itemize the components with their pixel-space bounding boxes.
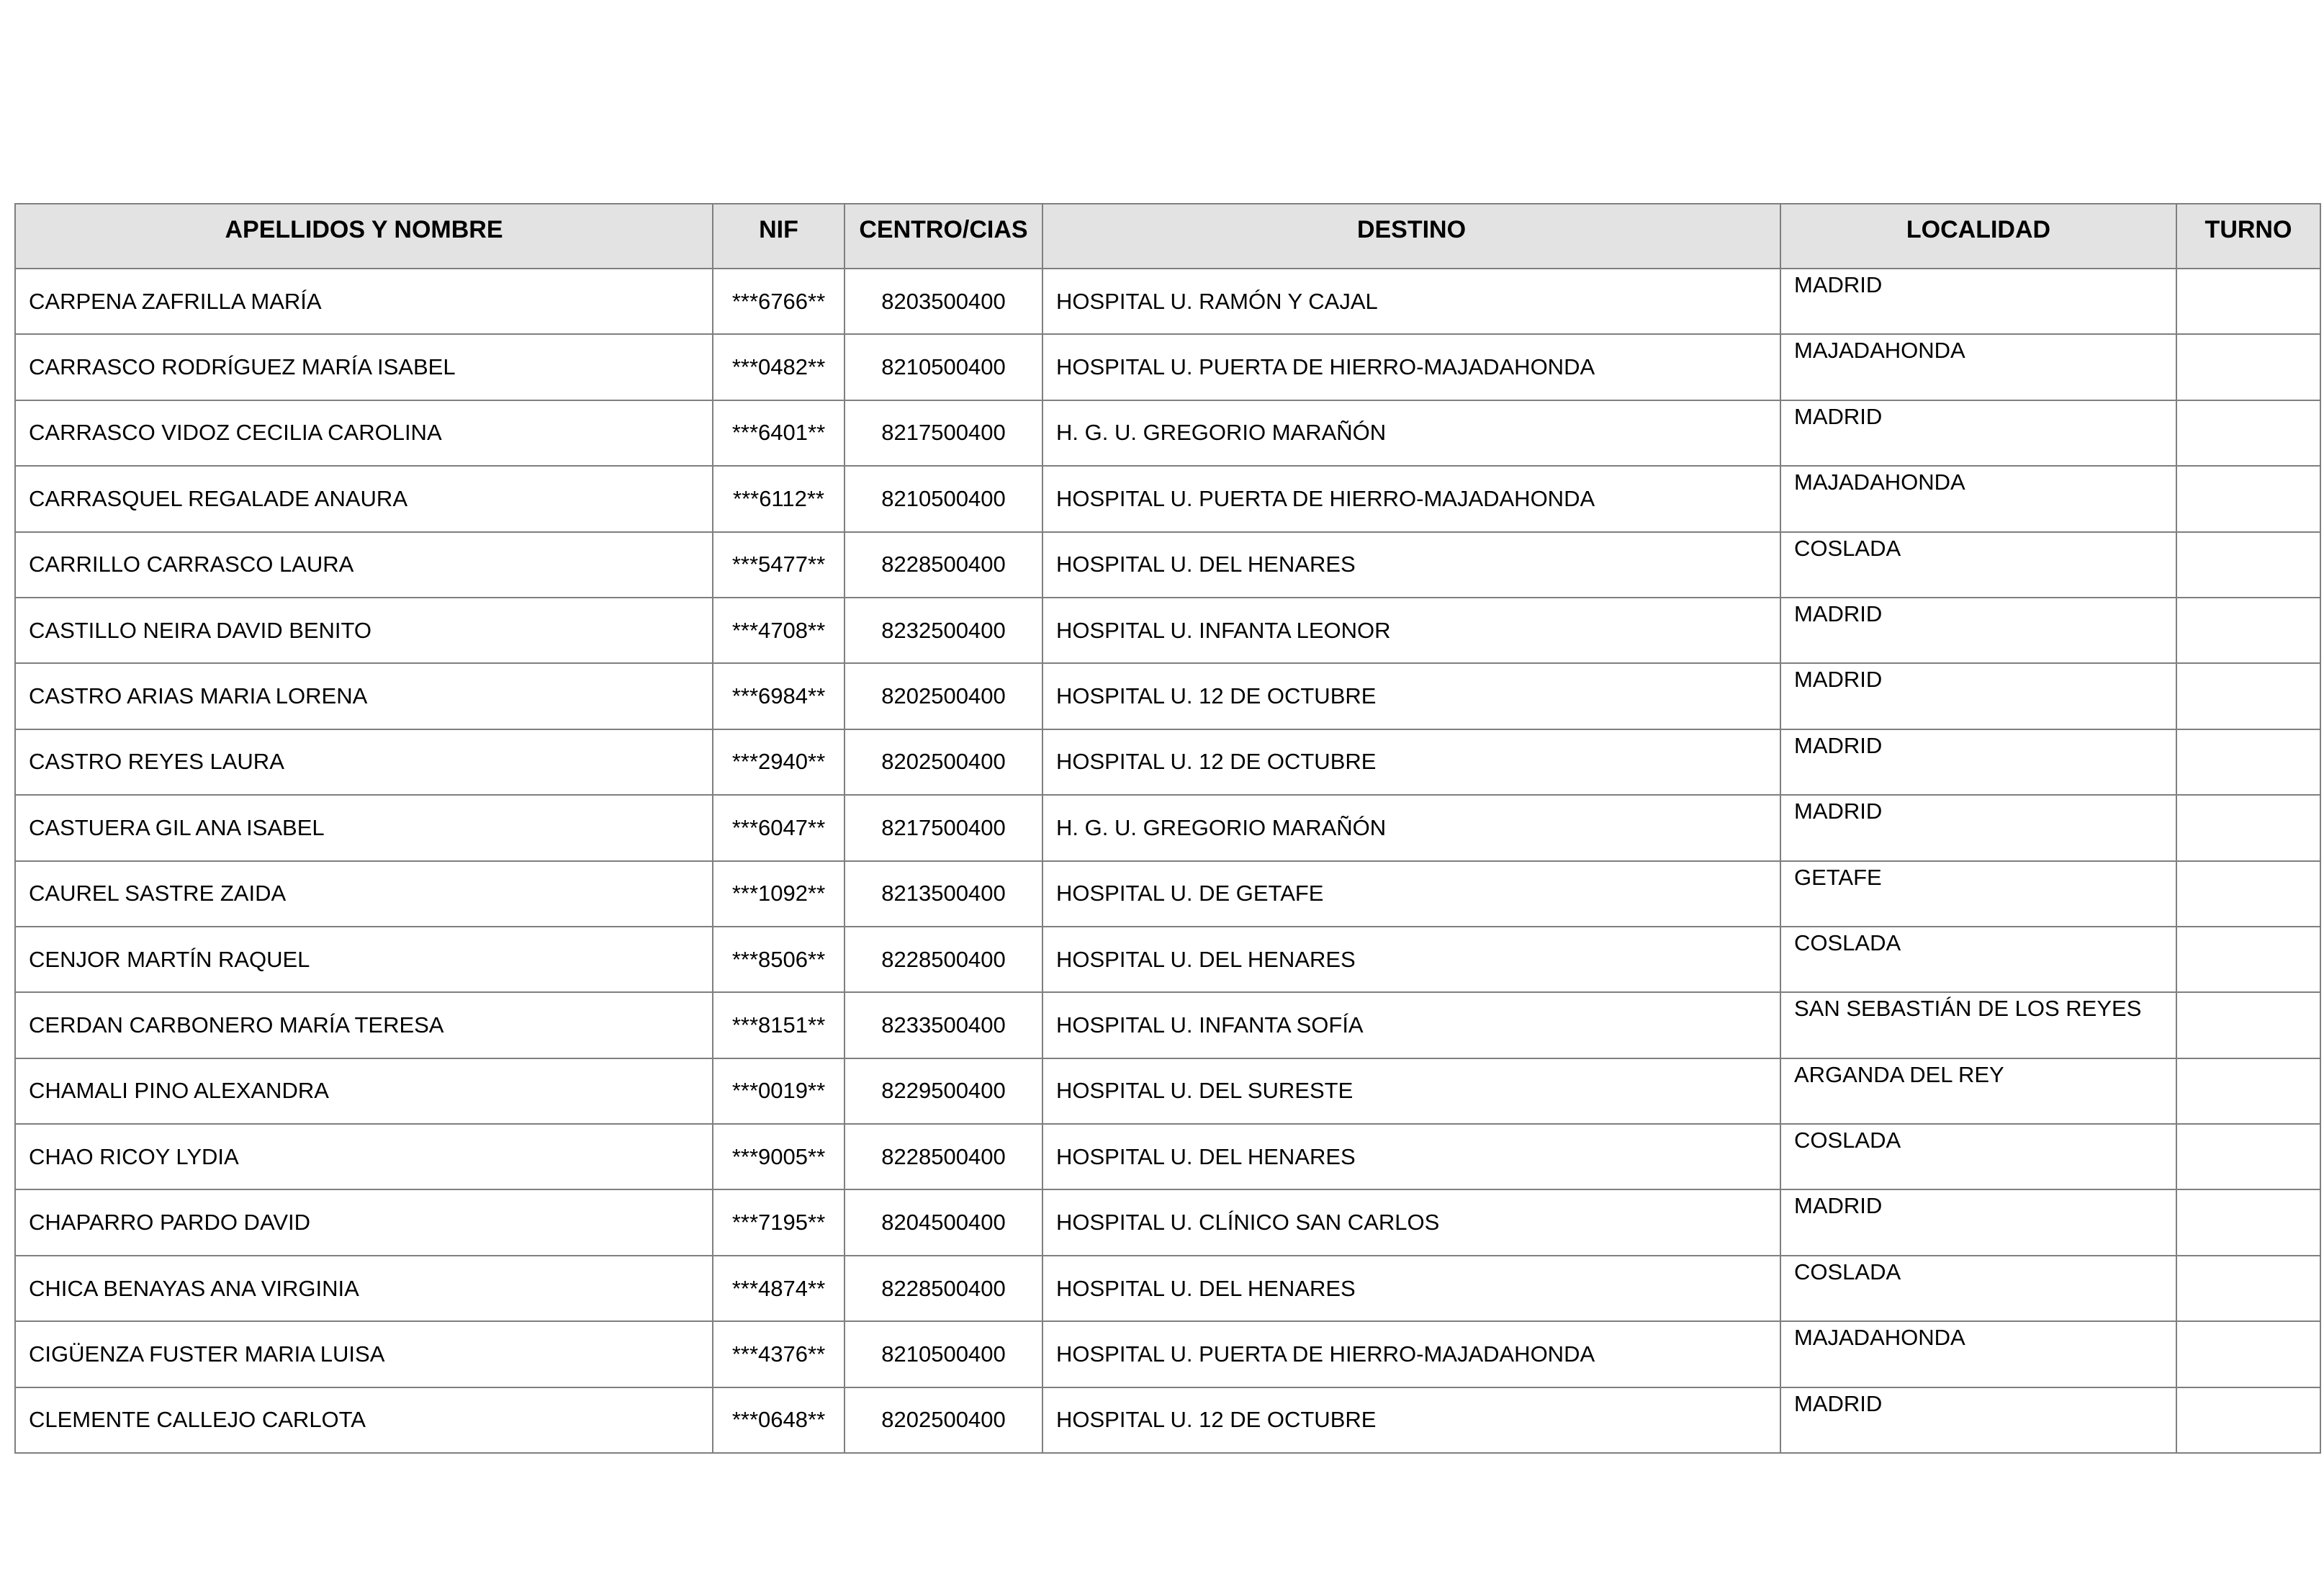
cell-localidad: MADRID bbox=[1780, 269, 2176, 334]
cell-nif: ***5477** bbox=[713, 532, 845, 598]
cell-centro-cias: 8228500400 bbox=[845, 927, 1042, 992]
cell-nombre: CASTILLO NEIRA DAVID BENITO bbox=[15, 598, 713, 663]
cell-nombre: CHICA BENAYAS ANA VIRGINIA bbox=[15, 1256, 713, 1321]
cell-destino: HOSPITAL U. PUERTA DE HIERRO-MAJADAHONDA bbox=[1042, 1321, 1780, 1387]
personnel-table bbox=[14, 203, 2321, 1454]
cell-turno bbox=[2176, 927, 2320, 992]
cell-destino: HOSPITAL U. PUERTA DE HIERRO-MAJADAHONDA bbox=[1042, 466, 1780, 531]
cell-centro-cias: 8233500400 bbox=[845, 992, 1042, 1058]
cell-destino: HOSPITAL U. DEL HENARES bbox=[1042, 1256, 1780, 1321]
cell-nombre: CARRASQUEL REGALADE ANAURA bbox=[15, 466, 713, 531]
cell-nif: ***6984** bbox=[713, 663, 845, 729]
table-row bbox=[15, 598, 2320, 663]
cell-localidad: COSLADA bbox=[1780, 1256, 2176, 1321]
cell-destino: HOSPITAL U. CLÍNICO SAN CARLOS bbox=[1042, 1189, 1780, 1255]
cell-centro-cias: 8202500400 bbox=[845, 729, 1042, 795]
table-header bbox=[15, 204, 2320, 269]
cell-turno bbox=[2176, 1124, 2320, 1189]
cell-localidad: MAJADAHONDA bbox=[1780, 1321, 2176, 1387]
cell-nombre: CARRILLO CARRASCO LAURA bbox=[15, 532, 713, 598]
header-apellidos-nombre: APELLIDOS Y NOMBRE bbox=[15, 204, 713, 269]
cell-nif: ***7195** bbox=[713, 1189, 845, 1255]
table-row bbox=[15, 269, 2320, 334]
header-row bbox=[15, 204, 2320, 269]
cell-destino: H. G. U. GREGORIO MARAÑÓN bbox=[1042, 400, 1780, 466]
table-body bbox=[15, 269, 2320, 1453]
table-row bbox=[15, 927, 2320, 992]
table-row bbox=[15, 334, 2320, 400]
table-row bbox=[15, 861, 2320, 927]
cell-turno bbox=[2176, 532, 2320, 598]
cell-localidad: MAJADAHONDA bbox=[1780, 466, 2176, 531]
cell-nif: ***0648** bbox=[713, 1387, 845, 1453]
cell-destino: HOSPITAL U. DE GETAFE bbox=[1042, 861, 1780, 927]
cell-localidad: COSLADA bbox=[1780, 927, 2176, 992]
cell-nombre: CHAMALI PINO ALEXANDRA bbox=[15, 1058, 713, 1124]
cell-centro-cias: 8210500400 bbox=[845, 334, 1042, 400]
cell-destino: HOSPITAL U. RAMÓN Y CAJAL bbox=[1042, 269, 1780, 334]
cell-turno bbox=[2176, 334, 2320, 400]
cell-nombre: CARRASCO VIDOZ CECILIA CAROLINA bbox=[15, 400, 713, 466]
cell-localidad: MAJADAHONDA bbox=[1780, 334, 2176, 400]
cell-turno bbox=[2176, 663, 2320, 729]
table-row bbox=[15, 1189, 2320, 1255]
cell-nif: ***4708** bbox=[713, 598, 845, 663]
cell-centro-cias: 8213500400 bbox=[845, 861, 1042, 927]
table-row bbox=[15, 400, 2320, 466]
cell-turno bbox=[2176, 269, 2320, 334]
cell-localidad: COSLADA bbox=[1780, 532, 2176, 598]
cell-centro-cias: 8217500400 bbox=[845, 400, 1042, 466]
cell-centro-cias: 8229500400 bbox=[845, 1058, 1042, 1124]
cell-turno bbox=[2176, 992, 2320, 1058]
cell-nif: ***2940** bbox=[713, 729, 845, 795]
cell-localidad: MADRID bbox=[1780, 729, 2176, 795]
cell-centro-cias: 8204500400 bbox=[845, 1189, 1042, 1255]
table-row bbox=[15, 1058, 2320, 1124]
cell-turno bbox=[2176, 1321, 2320, 1387]
cell-nombre: CHAO RICOY LYDIA bbox=[15, 1124, 713, 1189]
cell-nombre: CENJOR MARTÍN RAQUEL bbox=[15, 927, 713, 992]
cell-turno bbox=[2176, 729, 2320, 795]
cell-nombre: CARPENA ZAFRILLA MARÍA bbox=[15, 269, 713, 334]
cell-nif: ***6766** bbox=[713, 269, 845, 334]
table-row bbox=[15, 992, 2320, 1058]
cell-localidad: ARGANDA DEL REY bbox=[1780, 1058, 2176, 1124]
cell-nif: ***0482** bbox=[713, 334, 845, 400]
cell-turno bbox=[2176, 1058, 2320, 1124]
cell-nif: ***9005** bbox=[713, 1124, 845, 1189]
cell-nif: ***6047** bbox=[713, 795, 845, 860]
cell-localidad: GETAFE bbox=[1780, 861, 2176, 927]
cell-destino: HOSPITAL U. PUERTA DE HIERRO-MAJADAHONDA bbox=[1042, 334, 1780, 400]
table-row bbox=[15, 1124, 2320, 1189]
cell-nif: ***4376** bbox=[713, 1321, 845, 1387]
cell-localidad: SAN SEBASTIÁN DE LOS REYES bbox=[1780, 992, 2176, 1058]
cell-nombre: CHAPARRO PARDO DAVID bbox=[15, 1189, 713, 1255]
table-row bbox=[15, 663, 2320, 729]
cell-centro-cias: 8202500400 bbox=[845, 1387, 1042, 1453]
cell-nombre: CASTRO REYES LAURA bbox=[15, 729, 713, 795]
table-row bbox=[15, 1256, 2320, 1321]
cell-turno bbox=[2176, 400, 2320, 466]
cell-nif: ***1092** bbox=[713, 861, 845, 927]
cell-centro-cias: 8228500400 bbox=[845, 1124, 1042, 1189]
cell-nombre: CERDAN CARBONERO MARÍA TERESA bbox=[15, 992, 713, 1058]
cell-centro-cias: 8228500400 bbox=[845, 1256, 1042, 1321]
cell-nif: ***4874** bbox=[713, 1256, 845, 1321]
cell-nombre: CARRASCO RODRÍGUEZ MARÍA ISABEL bbox=[15, 334, 713, 400]
cell-nombre: CLEMENTE CALLEJO CARLOTA bbox=[15, 1387, 713, 1453]
cell-destino: HOSPITAL U. INFANTA SOFÍA bbox=[1042, 992, 1780, 1058]
cell-destino: HOSPITAL U. INFANTA LEONOR bbox=[1042, 598, 1780, 663]
cell-localidad: MADRID bbox=[1780, 598, 2176, 663]
cell-centro-cias: 8217500400 bbox=[845, 795, 1042, 860]
cell-destino: HOSPITAL U. DEL HENARES bbox=[1042, 532, 1780, 598]
cell-centro-cias: 8232500400 bbox=[845, 598, 1042, 663]
cell-localidad: COSLADA bbox=[1780, 1124, 2176, 1189]
cell-localidad: MADRID bbox=[1780, 1387, 2176, 1453]
header-destino: DESTINO bbox=[1042, 204, 1780, 269]
cell-centro-cias: 8210500400 bbox=[845, 1321, 1042, 1387]
cell-turno bbox=[2176, 795, 2320, 860]
cell-nif: ***0019** bbox=[713, 1058, 845, 1124]
table-row bbox=[15, 532, 2320, 598]
cell-nif: ***8151** bbox=[713, 992, 845, 1058]
cell-nif: ***6401** bbox=[713, 400, 845, 466]
cell-centro-cias: 8203500400 bbox=[845, 269, 1042, 334]
cell-localidad: MADRID bbox=[1780, 663, 2176, 729]
cell-localidad: MADRID bbox=[1780, 1189, 2176, 1255]
cell-localidad: MADRID bbox=[1780, 400, 2176, 466]
cell-destino: HOSPITAL U. DEL HENARES bbox=[1042, 1124, 1780, 1189]
cell-destino: HOSPITAL U. DEL HENARES bbox=[1042, 927, 1780, 992]
header-turno: TURNO bbox=[2176, 204, 2320, 269]
cell-destino: HOSPITAL U. DEL SURESTE bbox=[1042, 1058, 1780, 1124]
cell-turno bbox=[2176, 1189, 2320, 1255]
cell-turno bbox=[2176, 598, 2320, 663]
cell-nombre: CASTRO ARIAS MARIA LORENA bbox=[15, 663, 713, 729]
cell-centro-cias: 8202500400 bbox=[845, 663, 1042, 729]
cell-destino: HOSPITAL U. 12 DE OCTUBRE bbox=[1042, 663, 1780, 729]
cell-turno bbox=[2176, 861, 2320, 927]
cell-turno bbox=[2176, 1387, 2320, 1453]
cell-nif: ***6112** bbox=[713, 466, 845, 531]
cell-turno bbox=[2176, 466, 2320, 531]
table-row bbox=[15, 795, 2320, 860]
cell-nif: ***8506** bbox=[713, 927, 845, 992]
header-nif: NIF bbox=[713, 204, 845, 269]
cell-centro-cias: 8210500400 bbox=[845, 466, 1042, 531]
cell-destino: HOSPITAL U. 12 DE OCTUBRE bbox=[1042, 1387, 1780, 1453]
table-row bbox=[15, 1387, 2320, 1453]
cell-centro-cias: 8228500400 bbox=[845, 532, 1042, 598]
cell-turno bbox=[2176, 1256, 2320, 1321]
table-row bbox=[15, 1321, 2320, 1387]
cell-nombre: CIGÜENZA FUSTER MARIA LUISA bbox=[15, 1321, 713, 1387]
cell-nombre: CASTUERA GIL ANA ISABEL bbox=[15, 795, 713, 860]
cell-localidad: MADRID bbox=[1780, 795, 2176, 860]
cell-nombre: CAUREL SASTRE ZAIDA bbox=[15, 861, 713, 927]
cell-destino: HOSPITAL U. 12 DE OCTUBRE bbox=[1042, 729, 1780, 795]
table-row bbox=[15, 729, 2320, 795]
table-row bbox=[15, 466, 2320, 531]
header-localidad: LOCALIDAD bbox=[1780, 204, 2176, 269]
header-centro-cias: CENTRO/CIAS bbox=[845, 204, 1042, 269]
cell-destino: H. G. U. GREGORIO MARAÑÓN bbox=[1042, 795, 1780, 860]
